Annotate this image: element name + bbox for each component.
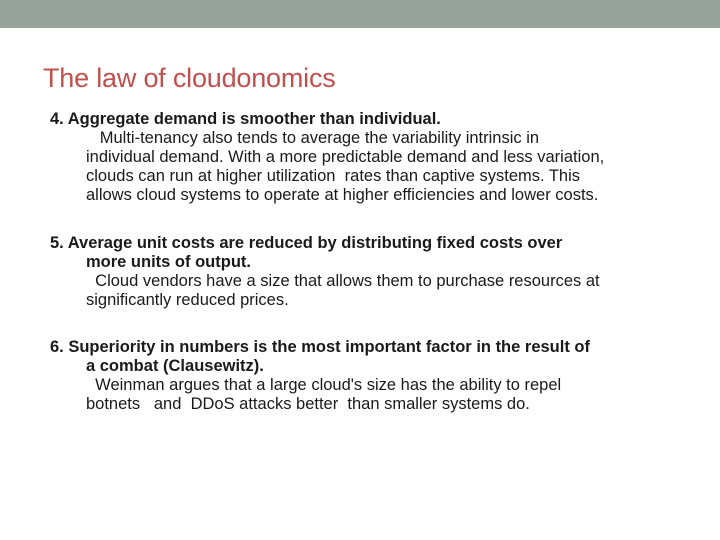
point-4 bbox=[50, 110, 690, 205]
slide-title: The law of cloudonomics bbox=[43, 63, 336, 93]
point-heading-text: 5. Average unit costs are reduced by distributing fixed costs over bbox=[50, 234, 563, 252]
point-body-line: botnets and DDoS attacks better than smaller systems do. bbox=[86, 395, 530, 413]
point-body-line: individual demand. With a more predictable demand and less variation, bbox=[86, 148, 605, 166]
point-body-line: significantly reduced prices. bbox=[86, 291, 289, 309]
point-body-line: allows cloud systems to operate at higher efficiencies and lower costs. bbox=[86, 186, 599, 204]
point-heading-text: 6. Superiority in numbers is the most important factor in the result of bbox=[50, 338, 590, 356]
point-heading bbox=[50, 110, 690, 129]
point-body-line: Cloud vendors have a size that allows them to purchase resources at bbox=[86, 272, 600, 290]
point-body-line: Multi-tenancy also tends to average the variability intrinsic in bbox=[86, 129, 540, 147]
point-body-line: Weinman argues that a large cloud's size has the ability to repel bbox=[86, 376, 562, 394]
slide-header-bar bbox=[0, 0, 720, 28]
point-5 bbox=[50, 234, 690, 310]
point-heading-text: 4. Aggregate demand is smoother than individual. bbox=[50, 110, 441, 128]
point-6 bbox=[50, 338, 690, 414]
point-heading bbox=[50, 338, 690, 376]
point-body-line: clouds can run at higher utilization rates than captive systems. This bbox=[86, 167, 581, 185]
point-heading bbox=[50, 234, 690, 272]
point-heading-continuation: a combat (Clausewitz). bbox=[86, 357, 264, 375]
point-heading-continuation: more units of output. bbox=[86, 253, 251, 271]
